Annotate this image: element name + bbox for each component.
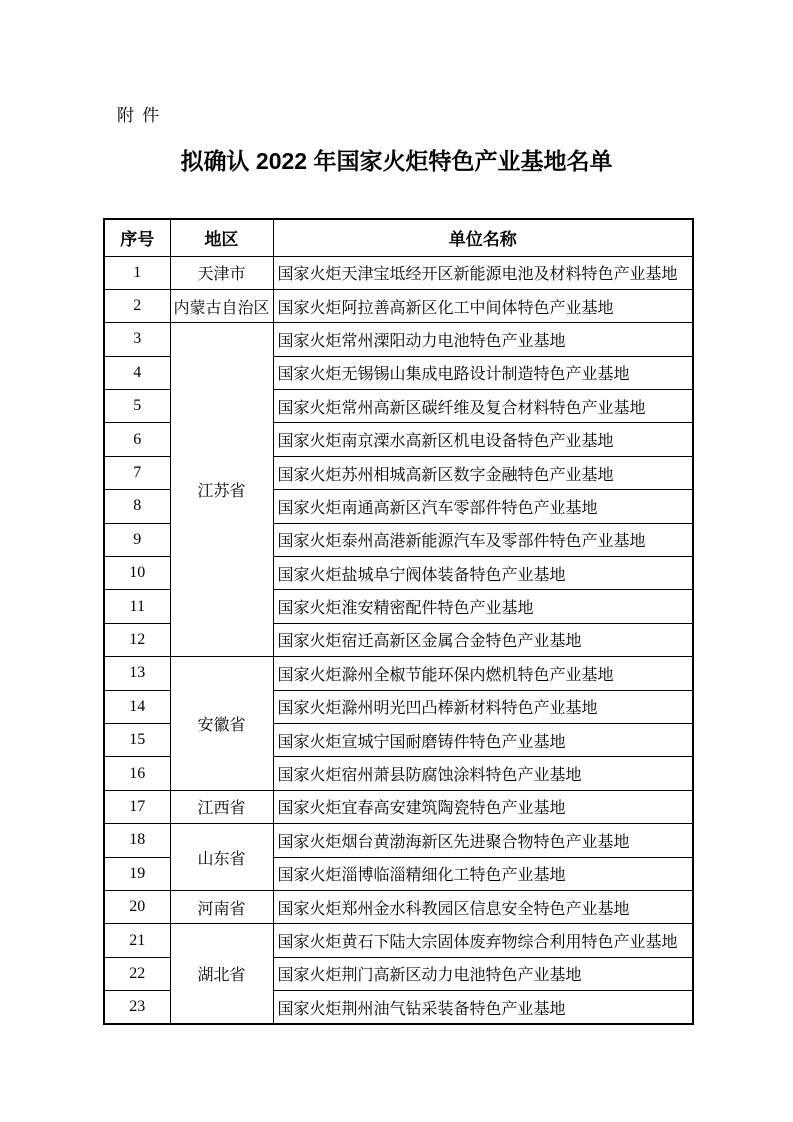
cell-region: 湖北省 [170, 924, 273, 1024]
cell-no: 8 [104, 490, 170, 523]
column-header-no: 序号 [104, 219, 170, 256]
cell-name: 国家火炬南京溧水高新区机电设备特色产业基地 [273, 423, 693, 456]
page-title: 拟确认 2022 年国家火炬特色产业基地名单 [180, 148, 613, 174]
cell-name: 国家火炬宜春高安建筑陶瓷特色产业基地 [273, 790, 693, 823]
cell-no: 15 [104, 723, 170, 756]
cell-no: 6 [104, 423, 170, 456]
cell-region: 天津市 [170, 256, 273, 289]
cell-no: 7 [104, 456, 170, 489]
cell-no: 4 [104, 356, 170, 389]
cell-name: 国家火炬南通高新区汽车零部件特色产业基地 [273, 490, 693, 523]
cell-no: 5 [104, 390, 170, 423]
cell-name: 国家火炬盐城阜宁阀体装备特色产业基地 [273, 557, 693, 590]
cell-name: 国家火炬淮安精密配件特色产业基地 [273, 590, 693, 623]
cell-name: 国家火炬滁州明光凹凸棒新材料特色产业基地 [273, 690, 693, 723]
cell-no: 18 [104, 824, 170, 857]
cell-name: 国家火炬滁州全椒节能环保内燃机特色产业基地 [273, 657, 693, 690]
cell-name: 国家火炬宿州萧县防腐蚀涂料特色产业基地 [273, 757, 693, 790]
cell-name: 国家火炬宣城宁国耐磨铸件特色产业基地 [273, 723, 693, 756]
cell-no: 23 [104, 991, 170, 1024]
cell-region: 江西省 [170, 790, 273, 823]
table-row [104, 824, 693, 857]
cell-region: 河南省 [170, 890, 273, 923]
cell-name: 国家火炬宿迁高新区金属合金特色产业基地 [273, 623, 693, 656]
table-row [104, 790, 693, 823]
cell-no: 17 [104, 790, 170, 823]
cell-no: 12 [104, 623, 170, 656]
cell-region: 内蒙古自治区 [170, 289, 273, 322]
table-row [104, 289, 693, 322]
cell-name: 国家火炬泰州高港新能源汽车及零部件特色产业基地 [273, 523, 693, 556]
cell-no: 10 [104, 557, 170, 590]
cell-no: 9 [104, 523, 170, 556]
attachment-label: 附 件 [117, 106, 162, 125]
cell-name: 国家火炬荆门高新区动力电池特色产业基地 [273, 957, 693, 990]
cell-name: 国家火炬荆州油气钻采装备特色产业基地 [273, 991, 693, 1024]
table-row [104, 924, 693, 957]
table-header-row [104, 219, 693, 256]
cell-region: 江苏省 [170, 323, 273, 657]
cell-no: 14 [104, 690, 170, 723]
table-row [104, 323, 693, 356]
cell-region: 安徽省 [170, 657, 273, 791]
table-row [104, 256, 693, 289]
cell-name: 国家火炬黄石下陆大宗固体废弃物综合利用特色产业基地 [273, 924, 693, 957]
cell-name: 国家火炬烟台黄渤海新区先进聚合物特色产业基地 [273, 824, 693, 857]
cell-name: 国家火炬郑州金水科教园区信息安全特色产业基地 [273, 890, 693, 923]
cell-name: 国家火炬阿拉善高新区化工中间体特色产业基地 [273, 289, 693, 322]
base-list-table [103, 218, 694, 1025]
cell-no: 11 [104, 590, 170, 623]
cell-name: 国家火炬天津宝坻经开区新能源电池及材料特色产业基地 [273, 256, 693, 289]
cell-no: 2 [104, 289, 170, 322]
cell-name: 国家火炬无锡锡山集成电路设计制造特色产业基地 [273, 356, 693, 389]
cell-no: 16 [104, 757, 170, 790]
cell-no: 1 [104, 256, 170, 289]
table-row [104, 657, 693, 690]
column-header-name: 单位名称 [273, 219, 693, 256]
cell-name: 国家火炬常州高新区碳纤维及复合材料特色产业基地 [273, 390, 693, 423]
cell-no: 20 [104, 890, 170, 923]
cell-name: 国家火炬常州溧阳动力电池特色产业基地 [273, 323, 693, 356]
cell-no: 3 [104, 323, 170, 356]
cell-no: 19 [104, 857, 170, 890]
cell-no: 21 [104, 924, 170, 957]
column-header-region: 地区 [170, 219, 273, 256]
cell-name: 国家火炬淄博临淄精细化工特色产业基地 [273, 857, 693, 890]
cell-no: 22 [104, 957, 170, 990]
table-row [104, 890, 693, 923]
cell-no: 13 [104, 657, 170, 690]
cell-region: 山东省 [170, 824, 273, 891]
cell-name: 国家火炬苏州相城高新区数字金融特色产业基地 [273, 456, 693, 489]
